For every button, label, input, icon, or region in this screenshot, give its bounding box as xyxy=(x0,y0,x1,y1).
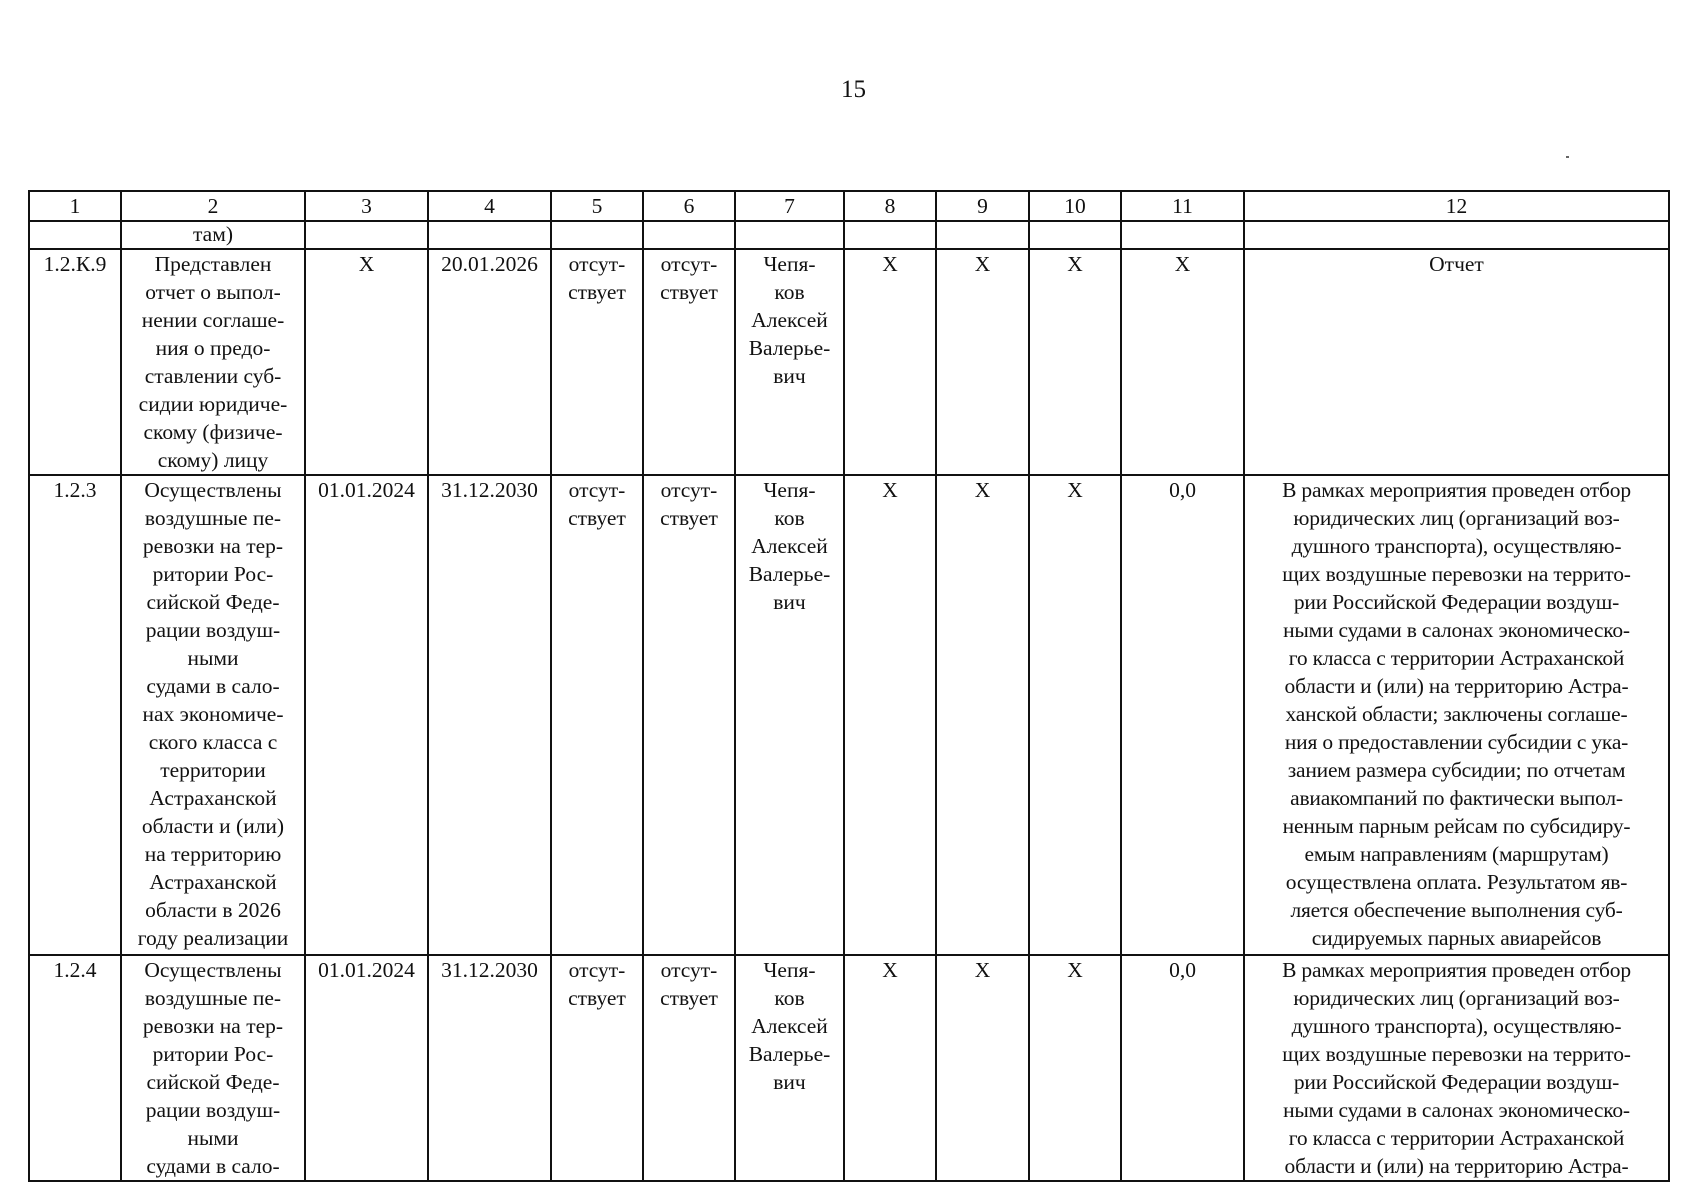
cont-cell-10 xyxy=(1029,221,1121,249)
responsible-person-cell: Чепя- ков Алексей Валерье- вич xyxy=(735,475,844,955)
cont-cell-11 xyxy=(1121,221,1244,249)
column-8-cell: Х xyxy=(844,249,936,475)
row-number-cell: 1.2.3 xyxy=(29,475,121,955)
cont-cell-6 xyxy=(643,221,735,249)
column-11-cell: 0,0 xyxy=(1121,955,1244,1181)
end-date-cell: 31.12.2030 xyxy=(428,475,551,955)
column-9-cell: Х xyxy=(936,475,1029,955)
table-row-1-2-k-9 xyxy=(29,249,1669,475)
cont-cell-4 xyxy=(428,221,551,249)
cont-cell-2: там) xyxy=(121,221,305,249)
event-description-cell: Осуществлены воздушные пе- ревозки на тер- ритории Рос- сийской Феде- рации воздуш- ными судами в сало- xyxy=(121,955,305,1181)
table-row-1-2-4 xyxy=(29,955,1669,1181)
header-cell-4: 4 xyxy=(428,191,551,221)
header-cell-10: 10 xyxy=(1029,191,1121,221)
start-date-cell: 01.01.2024 xyxy=(305,955,428,1181)
column-11-cell: 0,0 xyxy=(1121,475,1244,955)
scan-speck xyxy=(1566,156,1569,158)
plan-table xyxy=(28,190,1670,1182)
column-9-cell: Х xyxy=(936,955,1029,1181)
header-cell-9: 9 xyxy=(936,191,1029,221)
column-5-cell: отсут- ствует xyxy=(551,475,643,955)
start-date-cell: Х xyxy=(305,249,428,475)
row-number-cell: 1.2.К.9 xyxy=(29,249,121,475)
result-cell: В рамках мероприятия проведен отбор юридических лиц (организаций воз- душного транспорта), осуществляю- щих воздушные перевозки на террито- рии Российской Федерации воздуш- ными судами в салонах экономическо- го класса с территории Астраханской области и (или) на территорию Астра- xyxy=(1244,955,1669,1181)
column-10-cell: Х xyxy=(1029,475,1121,955)
cont-cell-9 xyxy=(936,221,1029,249)
continuation-row xyxy=(29,221,1669,249)
header-cell-5: 5 xyxy=(551,191,643,221)
header-cell-11: 11 xyxy=(1121,191,1244,221)
header-cell-12: 12 xyxy=(1244,191,1669,221)
end-date-cell: 20.01.2026 xyxy=(428,249,551,475)
header-cell-1: 1 xyxy=(29,191,121,221)
end-date-cell: 31.12.2030 xyxy=(428,955,551,1181)
cont-cell-3 xyxy=(305,221,428,249)
cont-cell-7 xyxy=(735,221,844,249)
header-cell-8: 8 xyxy=(844,191,936,221)
column-5-cell: отсут- ствует xyxy=(551,249,643,475)
header-cell-3: 3 xyxy=(305,191,428,221)
header-cell-7: 7 xyxy=(735,191,844,221)
column-6-cell: отсут- ствует xyxy=(643,475,735,955)
event-description-cell: Осуществлены воздушные пе- ревозки на тер- ритории Рос- сийской Феде- рации воздуш- ными судами в сало- нах экономиче- ского класса с территории Астраханской области и (или) на территорию Астраханской области в 2026 году реализации xyxy=(121,475,305,955)
column-5-cell: отсут- ствует xyxy=(551,955,643,1181)
table-row-1-2-3 xyxy=(29,475,1669,955)
column-8-cell: Х xyxy=(844,475,936,955)
event-description-cell: Представлен отчет о выпол- нении соглаше- ния о предо- ставлении суб- сидии юридиче- скому (физиче- скому) лицу xyxy=(121,249,305,475)
header-row xyxy=(29,191,1669,221)
cont-cell-12 xyxy=(1244,221,1669,249)
result-cell: Отчет xyxy=(1244,249,1669,475)
header-cell-2: 2 xyxy=(121,191,305,221)
cont-cell-5 xyxy=(551,221,643,249)
cont-cell-8 xyxy=(844,221,936,249)
start-date-cell: 01.01.2024 xyxy=(305,475,428,955)
responsible-person-cell: Чепя- ков Алексей Валерье- вич xyxy=(735,955,844,1181)
column-6-cell: отсут- ствует xyxy=(643,249,735,475)
column-8-cell: Х xyxy=(844,955,936,1181)
column-10-cell: Х xyxy=(1029,955,1121,1181)
result-cell: В рамках мероприятия проведен отбор юридических лиц (организаций воз- душного транспорта), осуществляю- щих воздушные перевозки на террито- рии Российской Федерации воздуш- ными судами в салонах экономическо- го класса с территории Астраханской области и (или) на территорию Астра- ханской области; заключены соглаше- ния о предоставлении субсидии с ука- занием размера субсидии; по отчетам авиакомпаний по фактически выпол- ненным парным рейсам по субсидиру- емым направлениям (маршрутам) осуществлена оплата. Результатом яв- ляется обеспечение выполнения суб- сидируемых парных авиарейсов xyxy=(1244,475,1669,955)
header-cell-6: 6 xyxy=(643,191,735,221)
cont-cell-1 xyxy=(29,221,121,249)
page-number: 15 xyxy=(841,76,866,103)
column-9-cell: Х xyxy=(936,249,1029,475)
row-number-cell: 1.2.4 xyxy=(29,955,121,1181)
column-10-cell: Х xyxy=(1029,249,1121,475)
column-11-cell: Х xyxy=(1121,249,1244,475)
column-6-cell: отсут- ствует xyxy=(643,955,735,1181)
responsible-person-cell: Чепя- ков Алексей Валерье- вич xyxy=(735,249,844,475)
